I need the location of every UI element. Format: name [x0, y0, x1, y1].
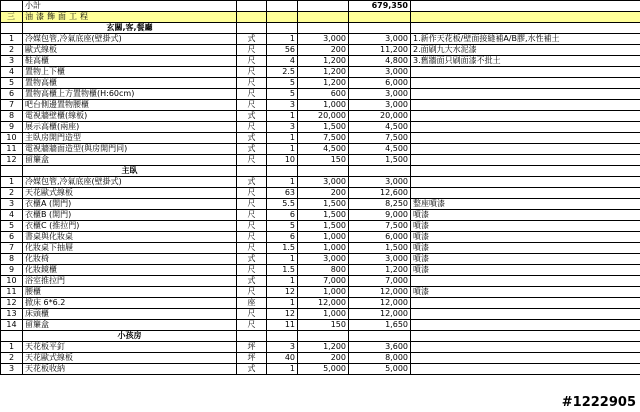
amount-cell: 3,000 [349, 100, 411, 111]
quantity-cell: 63 [267, 188, 298, 199]
amount-cell: 1,650 [349, 320, 411, 331]
amount-cell: 3,000 [349, 67, 411, 78]
amount-cell: 12,600 [349, 188, 411, 199]
item-name: 冷媒包管,冷氣底座(壁掛式) [23, 34, 237, 45]
table-row [1, 243, 640, 254]
quantity-cell: 1.5 [267, 243, 298, 254]
unit-price-cell: 5,000 [298, 364, 349, 375]
table-row [1, 122, 640, 133]
row-number: 1 [1, 342, 23, 353]
row-number: 11 [1, 287, 23, 298]
quantity-cell: 12 [267, 287, 298, 298]
item-name: 冷媒包管,冷氣底座(壁掛式) [23, 177, 237, 188]
unit-price-cell: 1,000 [298, 100, 349, 111]
empty-cell [267, 1, 298, 12]
amount-cell: 6,000 [349, 78, 411, 89]
row-number: 6 [1, 89, 23, 100]
note-cell [411, 353, 640, 364]
empty-cell [1, 23, 23, 34]
unit-price-cell: 1,500 [298, 221, 349, 232]
unit-cell: 尺 [237, 243, 267, 254]
note-cell [411, 89, 640, 100]
unit-cell: 式 [237, 133, 267, 144]
item-name: 衣櫃A (開門) [23, 199, 237, 210]
empty-cell [237, 23, 267, 34]
table-row [1, 199, 640, 210]
note-cell: 1.新作天花板/壁面接縫補A/B膠,水性補土 [411, 34, 640, 45]
row-number: 5 [1, 78, 23, 89]
unit-price-cell: 1,200 [298, 342, 349, 353]
item-name: 置物上下櫃 [23, 67, 237, 78]
quantity-cell: 3 [267, 122, 298, 133]
row-number: 8 [1, 111, 23, 122]
unit-price-cell: 1,000 [298, 243, 349, 254]
unit-price-cell: 4,500 [298, 144, 349, 155]
note-cell [411, 133, 640, 144]
empty-cell [349, 331, 411, 342]
quantity-cell: 10 [267, 155, 298, 166]
row-number: 4 [1, 210, 23, 221]
row-number: 10 [1, 133, 23, 144]
table-row [1, 155, 640, 166]
room-title: 小孩房 [23, 331, 237, 342]
item-name: 留簾盒 [23, 155, 237, 166]
unit-cell: 尺 [237, 122, 267, 133]
empty-cell [237, 12, 267, 23]
table-row [1, 309, 640, 320]
item-name: 置物高櫃上方置物櫃(H:60cm) [23, 89, 237, 100]
note-cell: 2.面刷九大水泥漆 [411, 45, 640, 56]
unit-price-cell: 12,000 [298, 298, 349, 309]
unit-cell: 式 [237, 276, 267, 287]
amount-cell: 7,000 [349, 276, 411, 287]
note-cell [411, 177, 640, 188]
amount-cell: 1,500 [349, 243, 411, 254]
amount-cell: 3,600 [349, 342, 411, 353]
empty-cell [349, 166, 411, 177]
quantity-cell: 1 [267, 276, 298, 287]
row-number: 2 [1, 45, 23, 56]
unit-cell: 尺 [237, 89, 267, 100]
empty-cell [349, 12, 411, 23]
row-number: 3 [1, 364, 23, 375]
empty-cell [298, 331, 349, 342]
row-number: 9 [1, 265, 23, 276]
row-number: 2 [1, 188, 23, 199]
unit-cell: 尺 [237, 309, 267, 320]
note-cell [411, 364, 640, 375]
quantity-cell: 6 [267, 210, 298, 221]
note-cell [411, 320, 640, 331]
note-cell [411, 100, 640, 111]
quantity-cell: 1 [267, 254, 298, 265]
row-number: 1 [1, 177, 23, 188]
row-number: 13 [1, 309, 23, 320]
empty-cell [1, 331, 23, 342]
row-number: 12 [1, 298, 23, 309]
item-name: 書桌與化妝桌 [23, 232, 237, 243]
unit-price-cell: 1,200 [298, 78, 349, 89]
section-header-number: 三 [1, 12, 23, 23]
amount-cell: 12,000 [349, 298, 411, 309]
section-header-row [1, 12, 640, 23]
note-cell [411, 67, 640, 78]
note-cell [411, 155, 640, 166]
amount-cell: 3,000 [349, 34, 411, 45]
unit-cell: 尺 [237, 78, 267, 89]
note-cell [411, 188, 640, 199]
empty-cell [298, 23, 349, 34]
amount-cell: 3,000 [349, 254, 411, 265]
unit-price-cell: 800 [298, 265, 349, 276]
empty-cell [267, 331, 298, 342]
unit-price-cell: 1,200 [298, 67, 349, 78]
item-name: 衣櫃C (推拉門) [23, 221, 237, 232]
empty-cell [349, 23, 411, 34]
amount-cell: 12,000 [349, 309, 411, 320]
table-row [1, 144, 640, 155]
unit-price-cell: 200 [298, 188, 349, 199]
note-cell: 整座噴漆 [411, 199, 640, 210]
table-row [1, 45, 640, 56]
row-number: 9 [1, 122, 23, 133]
row-number: 3 [1, 56, 23, 67]
row-number: 10 [1, 276, 23, 287]
row-number: 6 [1, 232, 23, 243]
row-number: 7 [1, 243, 23, 254]
note-cell: 噴漆 [411, 287, 640, 298]
unit-price-cell: 7,000 [298, 276, 349, 287]
note-cell [411, 144, 640, 155]
unit-cell: 尺 [237, 221, 267, 232]
item-name: 置物高櫃 [23, 78, 237, 89]
empty-cell [267, 23, 298, 34]
amount-cell: 8,250 [349, 199, 411, 210]
note-cell: 噴漆 [411, 232, 640, 243]
table-row [1, 221, 640, 232]
amount-cell: 1,500 [349, 155, 411, 166]
empty-cell [267, 166, 298, 177]
unit-cell: 式 [237, 254, 267, 265]
amount-cell: 3,000 [349, 177, 411, 188]
row-number: 2 [1, 353, 23, 364]
item-name: 天花板收納 [23, 364, 237, 375]
row-number: 11 [1, 144, 23, 155]
table-row [1, 298, 640, 309]
unit-price-cell: 1,000 [298, 309, 349, 320]
room-title: 主臥 [23, 166, 237, 177]
quantity-cell: 1 [267, 34, 298, 45]
room-header-row [1, 23, 640, 34]
unit-price-cell: 150 [298, 155, 349, 166]
unit-cell: 尺 [237, 45, 267, 56]
unit-cell: 座 [237, 298, 267, 309]
row-number: 8 [1, 254, 23, 265]
quantity-cell: 1 [267, 133, 298, 144]
quantity-cell: 1 [267, 298, 298, 309]
empty-cell [1, 166, 23, 177]
table-row [1, 188, 640, 199]
quantity-cell: 1.5 [267, 265, 298, 276]
item-name: 吧台側邊置物腰櫃 [23, 100, 237, 111]
quantity-cell: 12 [267, 309, 298, 320]
table-row [1, 287, 640, 298]
table-row [1, 265, 640, 276]
item-name: 掀床 6*6.2 [23, 298, 237, 309]
empty-cell [298, 12, 349, 23]
item-name: 天花歐式線板 [23, 188, 237, 199]
amount-cell: 6,000 [349, 232, 411, 243]
subtotal-label: 小計 [23, 1, 237, 12]
quantity-cell: 5 [267, 78, 298, 89]
item-name: 歐式線板 [23, 45, 237, 56]
item-name: 天花歐式線板 [23, 353, 237, 364]
empty-cell [411, 166, 640, 177]
note-cell [411, 309, 640, 320]
unit-price-cell: 200 [298, 45, 349, 56]
unit-cell: 尺 [237, 100, 267, 111]
unit-cell: 尺 [237, 188, 267, 199]
item-name: 腰櫃 [23, 287, 237, 298]
table-row [1, 34, 640, 45]
unit-price-cell: 1,500 [298, 122, 349, 133]
watermark-id: #1222905 [561, 395, 636, 410]
unit-cell: 尺 [237, 320, 267, 331]
table-row [1, 320, 640, 331]
item-name: 主臥房開門造型 [23, 133, 237, 144]
quantity-cell: 5 [267, 221, 298, 232]
quantity-cell: 5.5 [267, 199, 298, 210]
row-number: 12 [1, 155, 23, 166]
unit-price-cell: 1,200 [298, 56, 349, 67]
note-cell [411, 276, 640, 287]
unit-price-cell: 3,000 [298, 34, 349, 45]
room-header-row [1, 331, 640, 342]
note-cell: 3.舊牆面只刷面漆不批土 [411, 56, 640, 67]
unit-cell: 坪 [237, 342, 267, 353]
item-name: 留簾盒 [23, 320, 237, 331]
empty-cell [298, 1, 349, 12]
unit-price-cell: 20,000 [298, 111, 349, 122]
amount-cell: 12,000 [349, 287, 411, 298]
empty-cell [1, 1, 23, 12]
row-number: 1 [1, 34, 23, 45]
unit-cell: 式 [237, 111, 267, 122]
unit-cell: 尺 [237, 67, 267, 78]
unit-cell: 式 [237, 34, 267, 45]
item-name: 化妝桌下抽屜 [23, 243, 237, 254]
note-cell: 噴漆 [411, 254, 640, 265]
note-cell [411, 342, 640, 353]
table-row [1, 276, 640, 287]
quantity-cell: 3 [267, 342, 298, 353]
unit-cell: 尺 [237, 287, 267, 298]
amount-cell: 7,500 [349, 221, 411, 232]
quantity-cell: 6 [267, 232, 298, 243]
unit-cell: 尺 [237, 199, 267, 210]
table-row [1, 67, 640, 78]
note-cell [411, 298, 640, 309]
empty-cell [237, 166, 267, 177]
note-cell [411, 111, 640, 122]
item-name: 床頭櫃 [23, 309, 237, 320]
quantity-cell: 11 [267, 320, 298, 331]
empty-cell [411, 12, 640, 23]
amount-cell: 5,000 [349, 364, 411, 375]
table-row [1, 78, 640, 89]
row-number: 5 [1, 221, 23, 232]
quantity-cell: 3 [267, 100, 298, 111]
table-row [1, 56, 640, 67]
quantity-cell: 1 [267, 111, 298, 122]
empty-cell [411, 1, 640, 12]
item-name: 化妝鏡櫃 [23, 265, 237, 276]
quantity-cell: 40 [267, 353, 298, 364]
unit-price-cell: 1,000 [298, 287, 349, 298]
item-name: 電視牆牆面造型(與房開門同) [23, 144, 237, 155]
table-row [1, 89, 640, 100]
amount-cell: 8,000 [349, 353, 411, 364]
unit-cell: 尺 [237, 155, 267, 166]
item-name: 天花板平釘 [23, 342, 237, 353]
empty-cell [237, 331, 267, 342]
row-number: 7 [1, 100, 23, 111]
unit-cell: 尺 [237, 232, 267, 243]
room-title: 玄關,客,餐廳 [23, 23, 237, 34]
unit-price-cell: 3,000 [298, 177, 349, 188]
section-header-title: 油漆飾面工程 [23, 12, 237, 23]
quantity-cell: 5 [267, 89, 298, 100]
quantity-cell: 4 [267, 56, 298, 67]
amount-cell: 4,500 [349, 122, 411, 133]
note-cell: 噴漆 [411, 221, 640, 232]
note-cell: 噴漆 [411, 265, 640, 276]
quantity-cell: 2.5 [267, 67, 298, 78]
quantity-cell: 1 [267, 364, 298, 375]
amount-cell: 4,500 [349, 144, 411, 155]
unit-price-cell: 3,000 [298, 254, 349, 265]
quantity-cell: 1 [267, 177, 298, 188]
table-row [1, 100, 640, 111]
note-cell: 噴漆 [411, 243, 640, 254]
table-row [1, 364, 640, 375]
amount-cell: 20,000 [349, 111, 411, 122]
note-cell: 噴漆 [411, 210, 640, 221]
row-number: 4 [1, 67, 23, 78]
table-row [1, 232, 640, 243]
unit-cell: 尺 [237, 265, 267, 276]
row-number: 3 [1, 199, 23, 210]
empty-cell [298, 166, 349, 177]
empty-cell [411, 331, 640, 342]
note-cell [411, 122, 640, 133]
unit-cell: 坪 [237, 353, 267, 364]
subtotal-amount: 679,350 [349, 1, 411, 12]
unit-price-cell: 1,500 [298, 210, 349, 221]
quantity-cell: 1 [267, 144, 298, 155]
quantity-cell: 56 [267, 45, 298, 56]
note-cell [411, 78, 640, 89]
unit-price-cell: 200 [298, 353, 349, 364]
empty-cell [411, 23, 640, 34]
table-row [1, 342, 640, 353]
amount-cell: 11,200 [349, 45, 411, 56]
table-row [1, 177, 640, 188]
table-row [1, 133, 640, 144]
amount-cell: 9,000 [349, 210, 411, 221]
table-row [1, 353, 640, 364]
table-row [1, 111, 640, 122]
unit-price-cell: 600 [298, 89, 349, 100]
empty-cell [267, 12, 298, 23]
unit-price-cell: 1,000 [298, 232, 349, 243]
room-header-row [1, 166, 640, 177]
item-name: 衣櫃B (開門) [23, 210, 237, 221]
item-name: 展示高櫃(兩座) [23, 122, 237, 133]
table-row [1, 210, 640, 221]
unit-cell: 式 [237, 364, 267, 375]
item-name: 鞋高櫃 [23, 56, 237, 67]
unit-cell: 尺 [237, 56, 267, 67]
table-row [1, 254, 640, 265]
item-name: 電視牆壁櫃(線板) [23, 111, 237, 122]
unit-price-cell: 7,500 [298, 133, 349, 144]
unit-price-cell: 150 [298, 320, 349, 331]
unit-cell: 式 [237, 177, 267, 188]
item-name: 浴室推拉門 [23, 276, 237, 287]
amount-cell: 3,000 [349, 89, 411, 100]
item-name: 化妝椅 [23, 254, 237, 265]
unit-cell: 尺 [237, 210, 267, 221]
subtotal-row [1, 1, 640, 12]
amount-cell: 7,500 [349, 133, 411, 144]
unit-cell: 式 [237, 144, 267, 155]
amount-cell: 1,200 [349, 265, 411, 276]
unit-price-cell: 1,500 [298, 199, 349, 210]
amount-cell: 4,800 [349, 56, 411, 67]
row-number: 14 [1, 320, 23, 331]
empty-cell [237, 1, 267, 12]
